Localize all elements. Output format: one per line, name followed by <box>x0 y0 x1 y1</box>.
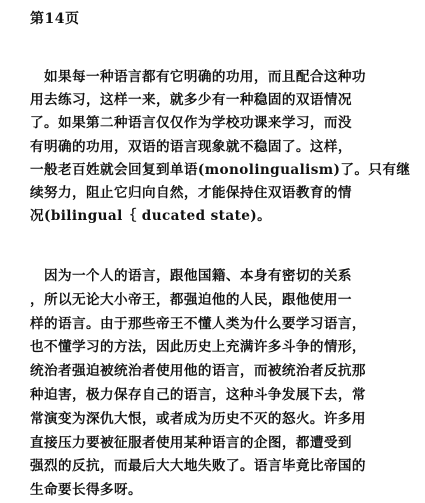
text-line: 续努力，阻止它归向自然，才能保持住双语教育的情 <box>30 184 352 201</box>
text-line: 因为一个人的语言，跟他国籍、本身有密切的关系 <box>30 268 352 284</box>
text-line: 一般老百姓就会回复到单语(monolingualism)了。只有继 <box>30 161 411 178</box>
text-line: 有明确的功用，双语的语言现象就不稳固了。这样， <box>30 138 352 155</box>
paragraph-1 <box>30 66 411 228</box>
text-line: 生命要长得多呀。 <box>30 482 142 499</box>
text-line: 也不懂学习的方法，因此历史上充满许多斗争的情形， <box>30 339 366 356</box>
text-line: 统治者强迫被统治者使用他的语言，而被统治者反抗那 <box>30 363 366 380</box>
text-line: 强烈的反抗，而最后大大地失败了。语言毕竟比帝国的 <box>30 458 366 475</box>
paragraph-2 <box>30 265 400 503</box>
text-line: 况(bilingual｛ ducated state)。 <box>30 208 272 225</box>
text-line: 了。如果第二种语言仅仅作为学校功课来学习，而没 <box>30 115 352 132</box>
text-line: ，所以无论大小帝王，都强迫他的人民，跟他使用一 <box>30 291 352 308</box>
text-line: 种迫害，极力保存自己的语言，这种斗争发展下去，常 <box>30 386 366 403</box>
page-number-label: 第14页 <box>30 11 80 27</box>
text-line: 如果每一种语言都有它明确的功用，而且配合这种功 <box>30 69 366 85</box>
text-line: 常演变为深仇大恨，或者成为历史不灭的怒火。许多用 <box>30 410 366 427</box>
text-line: 用去练习，这样一来，就多少有一种稳固的双语情况 <box>30 92 352 109</box>
text-line: 样的语言。由于那些帝王不懂人类为什么要学习语言， <box>30 315 366 332</box>
text-line: 直接压力要被征服者使用某种语言的企图，都遭受到 <box>30 434 352 451</box>
